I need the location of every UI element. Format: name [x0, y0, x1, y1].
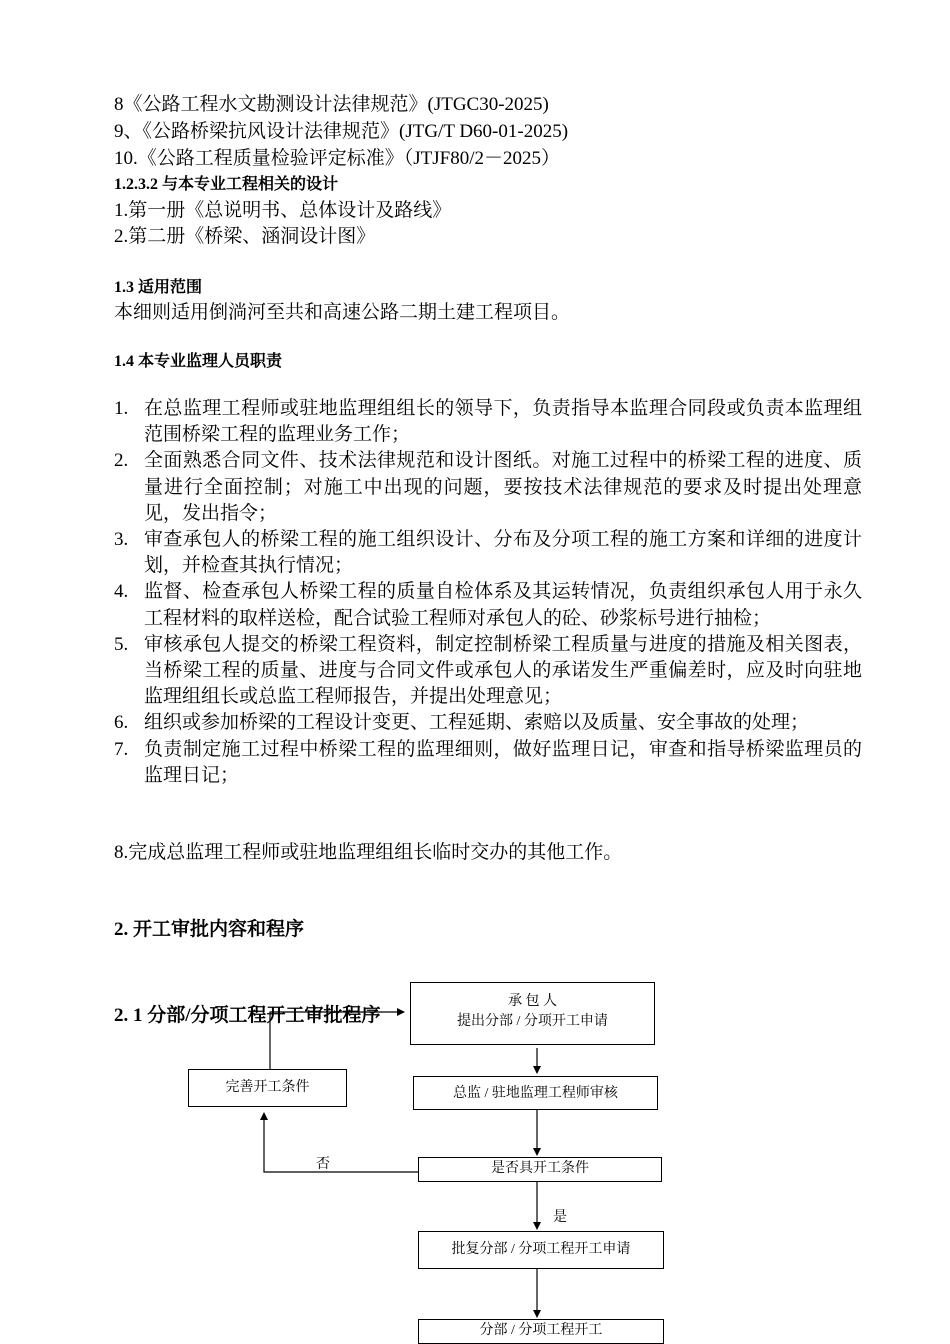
no-label: 否 [316, 1157, 330, 1172]
duty-text: 监督、检查承包人桥梁工程的质量自检体系及其运转情况，负责组织承包人用于永久工程材料的取样送检，配合试验工程师对承包人的砼、砂浆标号进行抽检； [144, 581, 862, 629]
duty-text: 审查承包人的桥梁工程的施工组织设计、分布及分项工程的施工方案和详细的进度计划，并检查其执行情况； [144, 529, 862, 577]
section-2-heading: 2. 开工审批内容和程序 [114, 919, 305, 940]
start-label: 分部 / 分项工程开工 [479, 1323, 603, 1338]
duty-number: 3. [114, 529, 129, 551]
improve-box [188, 1069, 347, 1107]
approve-box [418, 1231, 664, 1269]
duty-number: 6. [114, 712, 129, 734]
contractor-action: 提出分部 / 分项开工申请 [457, 1014, 608, 1029]
arrow-loop-back [270, 1012, 404, 1069]
improve-label: 完善开工条件 [225, 1080, 310, 1095]
duty-number: 1. [114, 398, 129, 419]
duty-item-8: 8.完成总监理工程师或驻地监理组组长临时交办的其他工作。 [114, 842, 623, 863]
scope-text: 本细则适用倒淌河至共和高速公路二期土建工程项目。 [114, 302, 571, 323]
section-1-4-heading: 1.4 本专业监理人员职责 [114, 353, 283, 370]
review-label: 总监 / 驻地监理工程师审核 [453, 1086, 618, 1101]
duty-text: 组织或参加桥梁的工程设计变更、工程延期、索赔以及质量、安全事故的处理； [144, 712, 810, 734]
design-item-2: 2.第二册《桥梁、涵洞设计图》 [114, 226, 376, 247]
duty-text: 全面熟悉合同文件、技术法律规范和设计图纸。对施工过程中的桥梁工程的进度、质量进行全面控制；对施工中出现的问题，要按技术法律规范的要求及时提出处理意见，发出指令； [144, 450, 862, 524]
decision-box [418, 1157, 662, 1182]
approve-label: 批复分部 / 分项工程开工申请 [451, 1242, 631, 1257]
yes-label: 是 [553, 1210, 567, 1225]
standard-item-8: 8《公路工程水文勘测设计法律规范》(JTGC30-2025) [114, 94, 549, 115]
standard-item-9: 9、《公路桥梁抗风设计法律规范》(JTG/T D60-01-2025) [114, 121, 569, 142]
duty-number: 5. [114, 633, 129, 655]
review-box [413, 1076, 658, 1110]
arrow-no [264, 1113, 424, 1172]
section-1-2-3-2-heading: 1.2.3.2 与本专业工程相关的设计 [114, 176, 339, 193]
duty-number: 2. [114, 450, 129, 472]
design-item-1: 1.第一册《总说明书、总体设计及路线》 [114, 200, 452, 221]
duty-number: 7. [114, 738, 129, 760]
duty-text: 在总监理工程师或驻地监理组组长的领导下，负责指导本监理合同段或负责本监理组范围桥梁工程的监理业务工作； [144, 398, 862, 446]
contractor-title: 承 包 人 [508, 994, 557, 1009]
start-box [418, 1319, 664, 1344]
contractor-box [410, 982, 655, 1045]
decision-label: 是否具开工条件 [491, 1161, 589, 1176]
duty-text: 负责制定施工过程中桥梁工程的监理细则，做好监理日记，审查和指导桥梁监理员的监理日记； [144, 738, 862, 786]
duty-number: 4. [114, 581, 129, 603]
standard-item-10: 10.《公路工程质量检验评定标准》（JTJF80/2－2025） [114, 148, 560, 169]
section-2-1-heading: 2. 1 分部/分项工程开工审批程序 [114, 1005, 381, 1026]
duty-text: 审核承包人提交的桥梁工程资料，制定控制桥梁工程质量与进度的措施及相关图表，当桥梁工程的质量、进度与合同文件或承包人的承诺发生严重偏差时，应及时向驻地监理组组长或总监工程师报告，并提出处理意见； [144, 633, 862, 708]
section-1-3-heading: 1.3 适用范围 [114, 279, 203, 296]
